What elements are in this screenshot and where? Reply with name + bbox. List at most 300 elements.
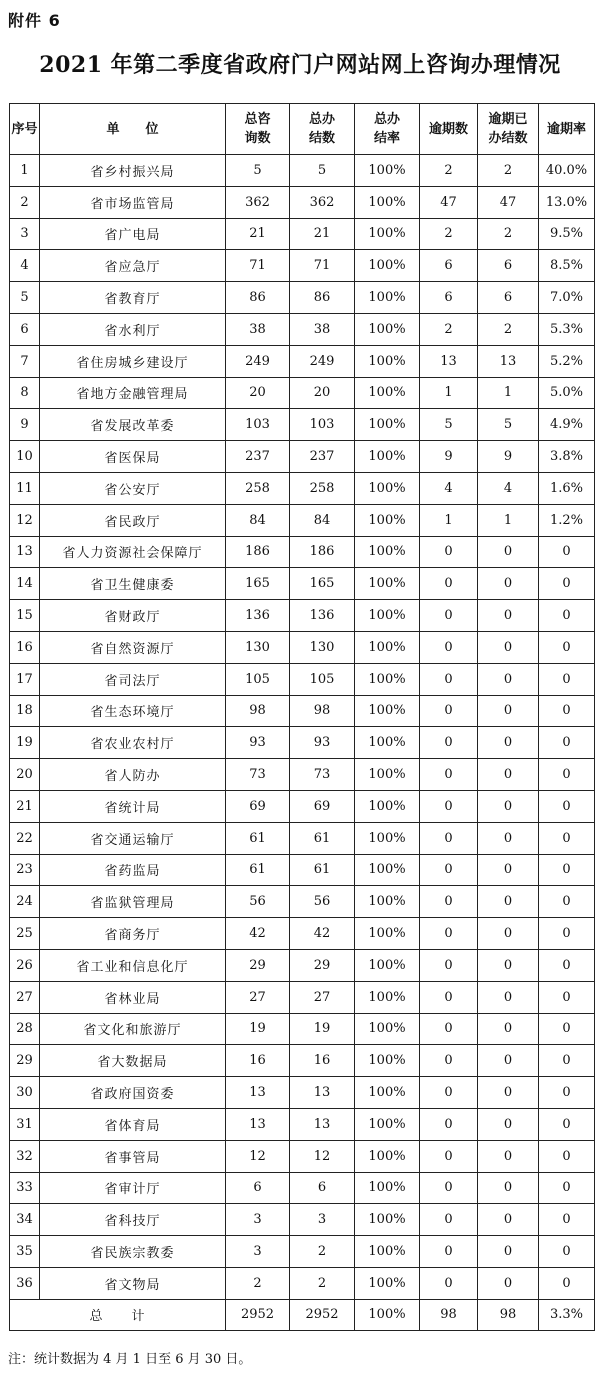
- overdue-cell: 0: [420, 1013, 478, 1045]
- table-row: [10, 1108, 595, 1140]
- overdue-done-cell: 0: [478, 631, 539, 663]
- overdue-done-cell: 0: [478, 1077, 539, 1109]
- overdue-cell: 0: [420, 695, 478, 727]
- overdue-done-cell: 6: [478, 282, 539, 314]
- total-consult-cell: 258: [226, 472, 290, 504]
- total-consult-cell: 237: [226, 441, 290, 473]
- done-rate-cell: 100%: [355, 313, 420, 345]
- overdue-rate-cell: 5.3%: [539, 313, 595, 345]
- table-row: [10, 600, 595, 632]
- total-consult-cell: 98: [226, 695, 290, 727]
- overdue-done-cell: 0: [478, 1013, 539, 1045]
- table-row: [10, 472, 595, 504]
- total-done-cell: 5: [290, 155, 355, 187]
- done-rate-cell: 100%: [355, 1267, 420, 1299]
- table-row: [10, 727, 595, 759]
- seq-cell: 9: [10, 409, 40, 441]
- done-rate-cell: 100%: [355, 345, 420, 377]
- overdue-rate-cell: 0: [539, 568, 595, 600]
- header-done-rate: 总办 结率: [355, 104, 420, 155]
- unit-cell: 省统计局: [40, 790, 226, 822]
- done-rate-cell: 100%: [355, 695, 420, 727]
- table-row: [10, 218, 595, 250]
- total-label: 总 计: [10, 1299, 226, 1330]
- header-row: [10, 104, 595, 155]
- unit-cell: 省医保局: [40, 441, 226, 473]
- unit-cell: 省民族宗教委: [40, 1236, 226, 1268]
- total-consult-cell: 136: [226, 600, 290, 632]
- total-done-cell: 2: [290, 1236, 355, 1268]
- total-done-cell: 16: [290, 1045, 355, 1077]
- total-done-cell: 258: [290, 472, 355, 504]
- seq-cell: 16: [10, 631, 40, 663]
- done-rate-cell: 100%: [355, 155, 420, 187]
- total-consult-cell: 103: [226, 409, 290, 441]
- table-row: [10, 918, 595, 950]
- done-rate-cell: 100%: [355, 186, 420, 218]
- unit-cell: 省体育局: [40, 1108, 226, 1140]
- total-consult-cell: 2952: [226, 1299, 290, 1330]
- overdue-rate-cell: 1.2%: [539, 504, 595, 536]
- done-rate-cell: 100%: [355, 568, 420, 600]
- table-row: [10, 313, 595, 345]
- overdue-done-cell: 0: [478, 822, 539, 854]
- overdue-rate-cell: 4.9%: [539, 409, 595, 441]
- unit-cell: 省交通运输厅: [40, 822, 226, 854]
- total-consult-cell: 27: [226, 981, 290, 1013]
- overdue-cell: 0: [420, 1204, 478, 1236]
- done-rate-cell: 100%: [355, 218, 420, 250]
- overdue-done-cell: 0: [478, 886, 539, 918]
- overdue-done-cell: 0: [478, 759, 539, 791]
- overdue-cell: 6: [420, 250, 478, 282]
- total-done-cell: 71: [290, 250, 355, 282]
- seq-cell: 17: [10, 663, 40, 695]
- seq-cell: 7: [10, 345, 40, 377]
- overdue-rate-cell: 0: [539, 886, 595, 918]
- total-consult-cell: 86: [226, 282, 290, 314]
- table-row: [10, 250, 595, 282]
- total-done-cell: 186: [290, 536, 355, 568]
- unit-cell: 省财政厅: [40, 600, 226, 632]
- overdue-rate-cell: 0: [539, 949, 595, 981]
- table-row: [10, 759, 595, 791]
- overdue-cell: 47: [420, 186, 478, 218]
- unit-cell: 省事管局: [40, 1140, 226, 1172]
- total-overdue-rate-cell: 3.3%: [539, 1299, 595, 1330]
- header-total-consult: 总咨 询数: [226, 104, 290, 155]
- table-row: [10, 504, 595, 536]
- done-rate-cell: 100%: [355, 1077, 420, 1109]
- unit-cell: 省人力资源社会保障厅: [40, 536, 226, 568]
- overdue-rate-cell: 0: [539, 727, 595, 759]
- overdue-rate-cell: 0: [539, 695, 595, 727]
- table-row: [10, 631, 595, 663]
- total-consult-cell: 61: [226, 854, 290, 886]
- overdue-cell: 0: [420, 1267, 478, 1299]
- done-rate-cell: 100%: [355, 918, 420, 950]
- overdue-done-cell: 0: [478, 918, 539, 950]
- overdue-cell: 0: [420, 1236, 478, 1268]
- overdue-cell: 0: [420, 1077, 478, 1109]
- overdue-cell: 0: [420, 790, 478, 822]
- overdue-rate-cell: 0: [539, 663, 595, 695]
- overdue-done-cell: 0: [478, 981, 539, 1013]
- total-done-cell: 29: [290, 949, 355, 981]
- attachment-label: 附件 6: [8, 11, 61, 30]
- seq-cell: 36: [10, 1267, 40, 1299]
- overdue-cell: 1: [420, 377, 478, 409]
- table-row: [10, 441, 595, 473]
- overdue-done-cell: 0: [478, 1204, 539, 1236]
- done-rate-cell: 100%: [355, 790, 420, 822]
- done-rate-cell: 100%: [355, 250, 420, 282]
- overdue-cell: 1: [420, 504, 478, 536]
- overdue-done-cell: 13: [478, 345, 539, 377]
- overdue-cell: 0: [420, 663, 478, 695]
- overdue-rate-cell: 0: [539, 1077, 595, 1109]
- overdue-cell: 0: [420, 981, 478, 1013]
- seq-cell: 25: [10, 918, 40, 950]
- overdue-done-cell: 1: [478, 377, 539, 409]
- unit-cell: 省人防办: [40, 759, 226, 791]
- seq-cell: 3: [10, 218, 40, 250]
- overdue-rate-cell: 5.2%: [539, 345, 595, 377]
- total-done-cell: 84: [290, 504, 355, 536]
- overdue-done-cell: 0: [478, 1140, 539, 1172]
- done-rate-cell: 100%: [355, 282, 420, 314]
- unit-cell: 省科技厅: [40, 1204, 226, 1236]
- total-done-cell: 103: [290, 409, 355, 441]
- seq-cell: 13: [10, 536, 40, 568]
- total-row: [10, 1299, 595, 1330]
- table-row: [10, 568, 595, 600]
- table-row: [10, 282, 595, 314]
- table-row: [10, 886, 595, 918]
- total-consult-cell: 93: [226, 727, 290, 759]
- unit-cell: 省药监局: [40, 854, 226, 886]
- unit-cell: 省农业农村厅: [40, 727, 226, 759]
- overdue-rate-cell: 0: [539, 631, 595, 663]
- overdue-cell: 6: [420, 282, 478, 314]
- overdue-done-cell: 0: [478, 1172, 539, 1204]
- total-consult-cell: 3: [226, 1204, 290, 1236]
- overdue-done-cell: 0: [478, 695, 539, 727]
- overdue-cell: 0: [420, 1045, 478, 1077]
- done-rate-cell: 100%: [355, 886, 420, 918]
- table-row: [10, 1172, 595, 1204]
- total-consult-cell: 61: [226, 822, 290, 854]
- total-consult-cell: 21: [226, 218, 290, 250]
- total-done-cell: 20: [290, 377, 355, 409]
- total-consult-cell: 20: [226, 377, 290, 409]
- seq-cell: 32: [10, 1140, 40, 1172]
- done-rate-cell: 100%: [355, 600, 420, 632]
- overdue-done-cell: 2: [478, 155, 539, 187]
- overdue-rate-cell: 0: [539, 759, 595, 791]
- unit-cell: 省大数据局: [40, 1045, 226, 1077]
- unit-cell: 省广电局: [40, 218, 226, 250]
- overdue-cell: 13: [420, 345, 478, 377]
- seq-cell: 21: [10, 790, 40, 822]
- total-done-cell: 19: [290, 1013, 355, 1045]
- overdue-rate-cell: 5.0%: [539, 377, 595, 409]
- header-unit: 单 位: [40, 104, 226, 155]
- unit-cell: 省工业和信息化厅: [40, 949, 226, 981]
- overdue-done-cell: 47: [478, 186, 539, 218]
- overdue-done-cell: 6: [478, 250, 539, 282]
- overdue-cell: 0: [420, 822, 478, 854]
- seq-cell: 12: [10, 504, 40, 536]
- unit-cell: 省自然资源厅: [40, 631, 226, 663]
- overdue-cell: 5: [420, 409, 478, 441]
- overdue-cell: 0: [420, 949, 478, 981]
- seq-cell: 1: [10, 155, 40, 187]
- seq-cell: 15: [10, 600, 40, 632]
- done-rate-cell: 100%: [355, 1013, 420, 1045]
- overdue-rate-cell: 7.0%: [539, 282, 595, 314]
- table-row: [10, 1267, 595, 1299]
- overdue-rate-cell: 0: [539, 790, 595, 822]
- overdue-rate-cell: 0: [539, 1267, 595, 1299]
- total-done-cell: 237: [290, 441, 355, 473]
- overdue-rate-cell: 0: [539, 1172, 595, 1204]
- total-consult-cell: 105: [226, 663, 290, 695]
- table-row: [10, 1140, 595, 1172]
- total-done-cell: 2: [290, 1267, 355, 1299]
- overdue-cell: 2: [420, 218, 478, 250]
- total-consult-cell: 16: [226, 1045, 290, 1077]
- header-overdue-done: 逾期已 办结数: [478, 104, 539, 155]
- overdue-rate-cell: 8.5%: [539, 250, 595, 282]
- seq-cell: 4: [10, 250, 40, 282]
- total-done-cell: 249: [290, 345, 355, 377]
- done-rate-cell: 100%: [355, 409, 420, 441]
- total-done-cell: 130: [290, 631, 355, 663]
- done-rate-cell: 100%: [355, 1108, 420, 1140]
- unit-cell: 省监狱管理局: [40, 886, 226, 918]
- seq-cell: 30: [10, 1077, 40, 1109]
- table-row: [10, 695, 595, 727]
- total-done-cell: 13: [290, 1077, 355, 1109]
- total-consult-cell: 12: [226, 1140, 290, 1172]
- total-consult-cell: 69: [226, 790, 290, 822]
- done-rate-cell: 100%: [355, 536, 420, 568]
- total-done-cell: 56: [290, 886, 355, 918]
- overdue-cell: 0: [420, 568, 478, 600]
- table-row: [10, 186, 595, 218]
- overdue-rate-cell: 9.5%: [539, 218, 595, 250]
- total-consult-cell: 38: [226, 313, 290, 345]
- header-seq: 序号: [10, 104, 40, 155]
- total-consult-cell: 29: [226, 949, 290, 981]
- total-consult-cell: 186: [226, 536, 290, 568]
- overdue-rate-cell: 0: [539, 1013, 595, 1045]
- overdue-done-cell: 2: [478, 313, 539, 345]
- total-done-cell: 362: [290, 186, 355, 218]
- overdue-cell: 0: [420, 1108, 478, 1140]
- unit-cell: 省公安厅: [40, 472, 226, 504]
- seq-cell: 18: [10, 695, 40, 727]
- total-consult-cell: 2: [226, 1267, 290, 1299]
- table-row: [10, 854, 595, 886]
- overdue-cell: 0: [420, 600, 478, 632]
- table-row: [10, 377, 595, 409]
- footnote: 注：统计数据为 4 月 1 日至 6 月 30 日。: [8, 1352, 252, 1367]
- seq-cell: 26: [10, 949, 40, 981]
- overdue-done-cell: 4: [478, 472, 539, 504]
- overdue-done-cell: 0: [478, 1236, 539, 1268]
- done-rate-cell: 100%: [355, 1236, 420, 1268]
- overdue-rate-cell: 0: [539, 1045, 595, 1077]
- header-total-done: 总办 结数: [290, 104, 355, 155]
- done-rate-cell: 100%: [355, 1140, 420, 1172]
- overdue-done-cell: 0: [478, 790, 539, 822]
- total-consult-cell: 5: [226, 155, 290, 187]
- total-done-cell: 93: [290, 727, 355, 759]
- seq-cell: 8: [10, 377, 40, 409]
- unit-cell: 省应急厅: [40, 250, 226, 282]
- unit-cell: 省司法厅: [40, 663, 226, 695]
- overdue-rate-cell: 1.6%: [539, 472, 595, 504]
- total-consult-cell: 73: [226, 759, 290, 791]
- table-row: [10, 1077, 595, 1109]
- table-row: [10, 155, 595, 187]
- total-consult-cell: 84: [226, 504, 290, 536]
- total-consult-cell: 362: [226, 186, 290, 218]
- total-consult-cell: 71: [226, 250, 290, 282]
- overdue-rate-cell: 3.8%: [539, 441, 595, 473]
- unit-cell: 省地方金融管理局: [40, 377, 226, 409]
- done-rate-cell: 100%: [355, 441, 420, 473]
- overdue-rate-cell: 0: [539, 536, 595, 568]
- overdue-rate-cell: 0: [539, 918, 595, 950]
- overdue-done-cell: 0: [478, 727, 539, 759]
- overdue-rate-cell: 0: [539, 1204, 595, 1236]
- seq-cell: 19: [10, 727, 40, 759]
- unit-cell: 省政府国资委: [40, 1077, 226, 1109]
- overdue-done-cell: 1: [478, 504, 539, 536]
- done-rate-cell: 100%: [355, 854, 420, 886]
- overdue-rate-cell: 0: [539, 981, 595, 1013]
- unit-cell: 省水利厅: [40, 313, 226, 345]
- unit-cell: 省乡村振兴局: [40, 155, 226, 187]
- header-overdue-rate: 逾期率: [539, 104, 595, 155]
- total-done-cell: 42: [290, 918, 355, 950]
- overdue-cell: 2: [420, 155, 478, 187]
- overdue-cell: 0: [420, 1140, 478, 1172]
- overdue-rate-cell: 40.0%: [539, 155, 595, 187]
- table-row: [10, 1013, 595, 1045]
- overdue-cell: 9: [420, 441, 478, 473]
- table-row: [10, 822, 595, 854]
- overdue-cell: 0: [420, 631, 478, 663]
- total-done-cell: 136: [290, 600, 355, 632]
- header-overdue: 逾期数: [420, 104, 478, 155]
- overdue-done-cell: 0: [478, 568, 539, 600]
- overdue-done-cell: 0: [478, 1267, 539, 1299]
- seq-cell: 2: [10, 186, 40, 218]
- done-rate-cell: 100%: [355, 504, 420, 536]
- total-consult-cell: 6: [226, 1172, 290, 1204]
- overdue-done-cell: 5: [478, 409, 539, 441]
- table-row: [10, 409, 595, 441]
- total-consult-cell: 13: [226, 1108, 290, 1140]
- overdue-rate-cell: 0: [539, 600, 595, 632]
- total-overdue-cell: 98: [420, 1299, 478, 1330]
- overdue-cell: 2: [420, 313, 478, 345]
- seq-cell: 10: [10, 441, 40, 473]
- total-done-cell: 13: [290, 1108, 355, 1140]
- total-done-cell: 69: [290, 790, 355, 822]
- unit-cell: 省文物局: [40, 1267, 226, 1299]
- seq-cell: 14: [10, 568, 40, 600]
- total-consult-cell: 165: [226, 568, 290, 600]
- seq-cell: 35: [10, 1236, 40, 1268]
- overdue-done-cell: 0: [478, 1045, 539, 1077]
- overdue-rate-cell: 0: [539, 822, 595, 854]
- overdue-done-cell: 0: [478, 854, 539, 886]
- unit-cell: 省民政厅: [40, 504, 226, 536]
- total-done-cell: 38: [290, 313, 355, 345]
- done-rate-cell: 100%: [355, 981, 420, 1013]
- total-done-cell: 3: [290, 1204, 355, 1236]
- seq-cell: 33: [10, 1172, 40, 1204]
- total-consult-cell: 19: [226, 1013, 290, 1045]
- done-rate-cell: 100%: [355, 631, 420, 663]
- overdue-rate-cell: 0: [539, 1140, 595, 1172]
- overdue-cell: 0: [420, 727, 478, 759]
- overdue-cell: 0: [420, 854, 478, 886]
- table-row: [10, 345, 595, 377]
- overdue-cell: 0: [420, 759, 478, 791]
- done-rate-cell: 100%: [355, 759, 420, 791]
- table-row: [10, 949, 595, 981]
- table-row: [10, 536, 595, 568]
- total-consult-cell: 56: [226, 886, 290, 918]
- overdue-rate-cell: 0: [539, 1236, 595, 1268]
- overdue-cell: 0: [420, 918, 478, 950]
- consult-table: [9, 103, 595, 1331]
- total-consult-cell: 3: [226, 1236, 290, 1268]
- overdue-done-cell: 0: [478, 1108, 539, 1140]
- seq-cell: 29: [10, 1045, 40, 1077]
- total-done-cell: 61: [290, 822, 355, 854]
- seq-cell: 31: [10, 1108, 40, 1140]
- seq-cell: 22: [10, 822, 40, 854]
- total-done-cell: 12: [290, 1140, 355, 1172]
- unit-cell: 省市场监管局: [40, 186, 226, 218]
- unit-cell: 省文化和旅游厅: [40, 1013, 226, 1045]
- unit-cell: 省发展改革委: [40, 409, 226, 441]
- unit-cell: 省商务厅: [40, 918, 226, 950]
- overdue-cell: 4: [420, 472, 478, 504]
- unit-cell: 省教育厅: [40, 282, 226, 314]
- total-done-cell: 73: [290, 759, 355, 791]
- seq-cell: 23: [10, 854, 40, 886]
- seq-cell: 24: [10, 886, 40, 918]
- overdue-rate-cell: 13.0%: [539, 186, 595, 218]
- done-rate-cell: 100%: [355, 727, 420, 759]
- total-consult-cell: 130: [226, 631, 290, 663]
- table-row: [10, 981, 595, 1013]
- page-title: 2021 年第二季度省政府门户网站网上咨询办理情况: [39, 52, 561, 78]
- total-done-cell: 21: [290, 218, 355, 250]
- total-done-cell: 6: [290, 1172, 355, 1204]
- done-rate-cell: 100%: [355, 1204, 420, 1236]
- table-row: [10, 790, 595, 822]
- unit-cell: 省林业局: [40, 981, 226, 1013]
